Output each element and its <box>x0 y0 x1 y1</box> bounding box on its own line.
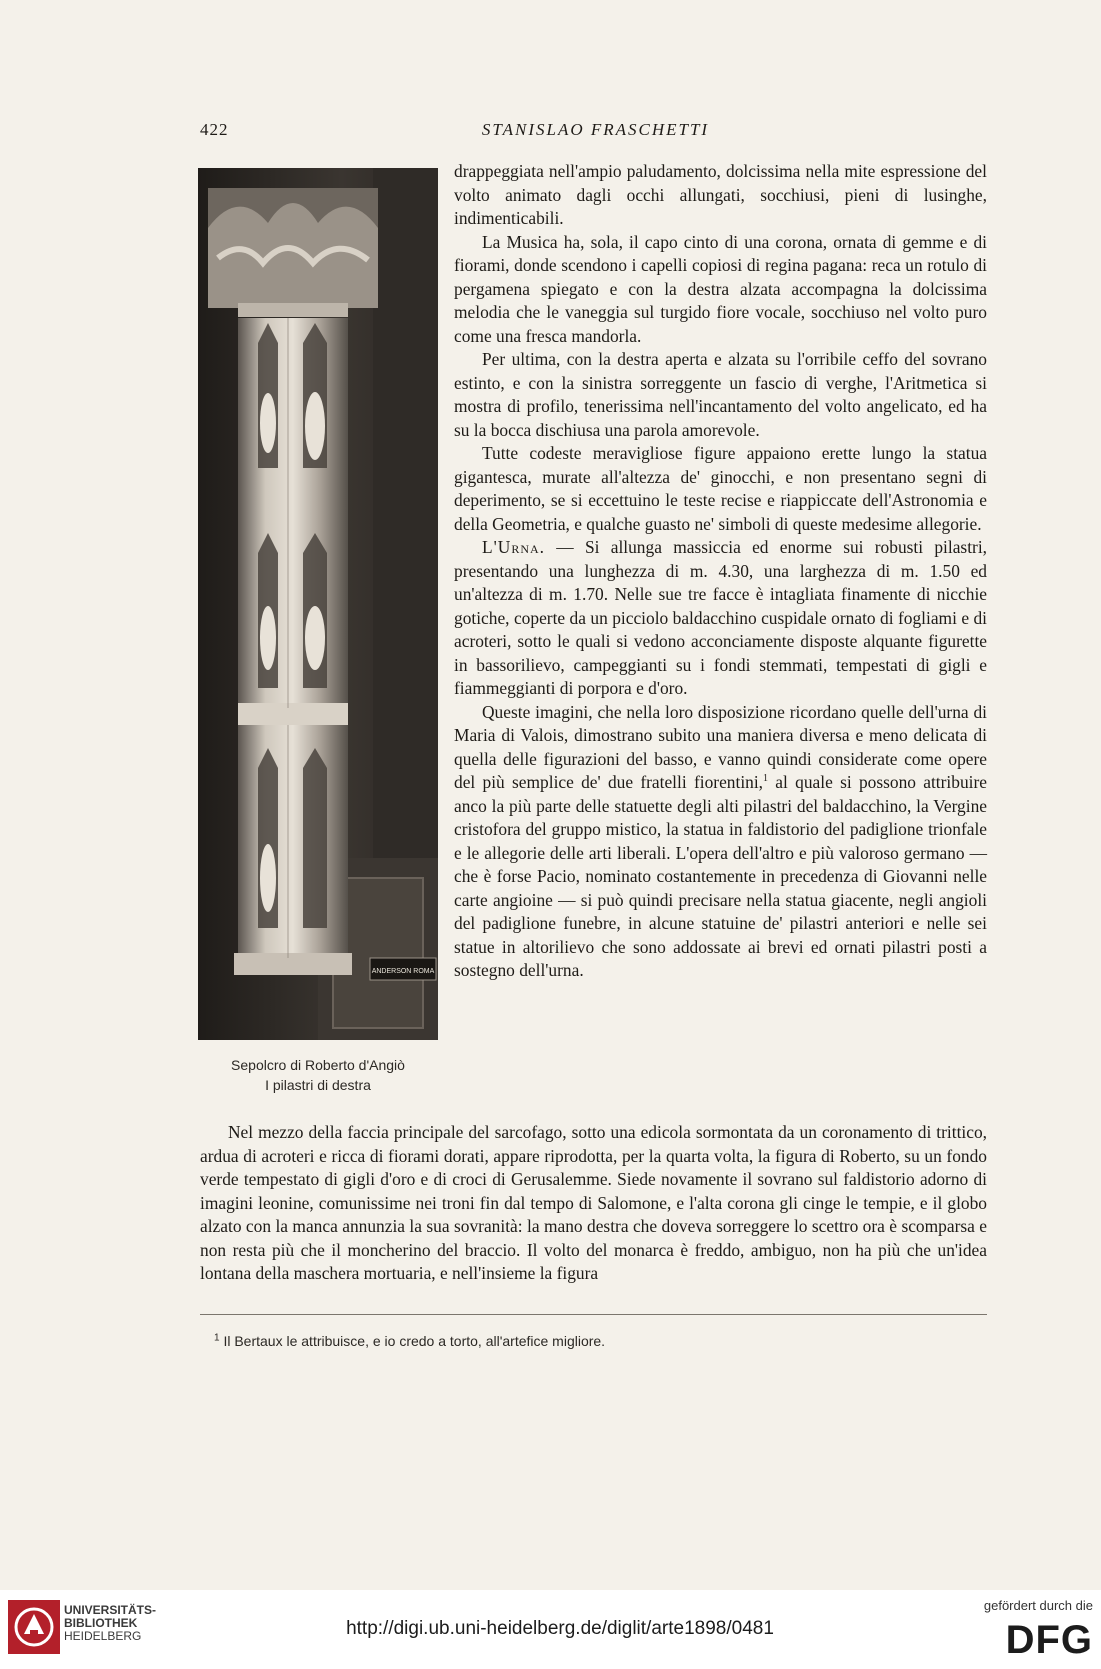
paragraph-nel-mezzo: Nel mezzo della faccia principale del sarcofago, sotto una edicola sormontata da un coronamento di trittico, ardua di acroteri e ricca di fiorami dorati, appare riprodotta, per la quarta volta, la figura di Roberto, su un fondo verde tempestato di gigli d'oro e di croci di Gerusalemme. Siede novamente il sovrano sul faldistorio adorno di imagini leonine, comunissime nei troni fin dal tempo di Salomone, e l'alta corona gli cinge le tempie, e il globo alzato con la manca annunzia la sua sovranità: la mano destra che doveva sorreggere lo scettro ora è scomparsa e non resta più che il moncherino del braccio. Il volto del monarca è freddo, ambiguo, non ha più che un'idea lontana della maschera mortuaria, e nell'insieme la figura <box>200 1122 987 1283</box>
page-header <box>200 120 991 144</box>
running-title: STANISLAO FRASCHETTI <box>481 120 710 139</box>
paragraph-aritmetica: Per ultima, con la destra aperta e alzata su l'orribile ceffo del sovrano estinto, e con la sinistra sorreggente un fascio di verghe, l'Aritmetica si mostra di profilo, tenerissima nell'incantamento del volto angelicato, ed ha su la bocca dischiusa una parola amorevole. <box>454 349 987 440</box>
caption-line-1: Sepolcro di Roberto d'Angiò <box>231 1057 405 1073</box>
figure-photo-pillar <box>198 168 438 1040</box>
footnote-divider <box>200 1314 987 1315</box>
footnote-text: Il Bertaux le attribuisce, e io credo a torto, all'artefice migliore. <box>219 1333 606 1349</box>
queste-text-after: al quale si possono attribuire anco la più parte delle statuette degli alti pilastri del baldacchino, la Vergine cristofora del gruppo mistico, la statua in faldistorio del padiglione trionfale e le allegorie delle arti liberali. L'opera dell'altro e più valoroso germano — che è forse Pacio, nominato costantemente in precedenza di Giovanni nelle carte angioine — si può quindi precisare nella statua giacente, negli angioli del padiglione funebre, in alcune statuine de' pilastri anteriori e nelle sei statue in altorilievo che sono addossate ai brevi ed ornati pilastri posti a sostegno dell'urna. <box>454 772 987 980</box>
queste-text-before: Queste imagini, che nella loro disposizione ricordano quelle dell'urna di Maria di Valois, dimostrano subito una maniera diversa e meno delicata di quella delle figurazioni del basso, e vanno quindi considerate come opere del più semplice de' due fratelli fiorentini, <box>454 701 987 792</box>
photo-credit: ANDERSON ROMA <box>371 968 435 975</box>
text-column-wide <box>200 1121 987 1286</box>
footnote-reference[interactable]: 1 <box>763 773 769 785</box>
caption-line-2: I pilastri di destra <box>265 1077 371 1093</box>
figure-caption <box>198 1055 438 1095</box>
permalink-url[interactable]: http://digi.ub.uni-heidelberg.de/diglit/arte1898/0481 <box>346 1618 774 1639</box>
paragraph-musica: La Musica ha, sola, il capo cinto di una corona, ornata di gemme e di fiorami, donde scendono i capelli copiosi di regina pagana: reca un rotulo di pergamena spiegato e con la destra alzata accompagna la dolcissima melodia che le vaneggia sul turgido fiore vocale, socchiuso nel volto puro come una fresca mandorla. <box>454 231 987 346</box>
digitization-footer <box>0 1590 1101 1669</box>
library-name-line-3: HEIDELBERG <box>64 1629 142 1643</box>
funding-note: gefördert durch die <box>983 1598 1093 1613</box>
paragraph-continued: drappeggiata nell'ampio paludamento, dolcissima nella mite espressione del volto animato dagli occhi allungati, socchiusi, pieni di lusinghe, indimenticabili. <box>454 161 987 228</box>
footnote <box>214 1332 987 1350</box>
paragraph-queste-imagini <box>454 701 987 983</box>
library-name-line-2: BIBLIOTHEK <box>64 1616 138 1630</box>
paragraph-urna <box>454 536 987 701</box>
library-name <box>64 1604 156 1643</box>
pillar-photo-illustration <box>198 168 438 1040</box>
page-number: 422 <box>200 120 229 139</box>
dfg-logo[interactable]: DFG <box>1005 1618 1093 1662</box>
library-name-line-1: UNIVERSITÄTS- <box>64 1603 157 1617</box>
text-column-narrow <box>454 160 987 983</box>
section-heading-urna: L'Urna. <box>482 537 545 557</box>
urna-text: — Si allunga massiccia ed enorme sui robusti pilastri, presentando una lunghezza di m. 4.30, una larghezza di m. 1.50 ed un'altezza di m. 1.70. Nelle sue tre facce è intagliata finamente di nicchie gotiche, coperte da un picciolo baldacchino cuspidale ornato di fogliami e di acroteri, sotto le quali si vedono acconciamente disposte alquante figurette in bassorilievo, campeggianti su i fondi stemmati, tempestati di gigli e fiammeggianti di porpora e d'oro. <box>454 537 987 698</box>
footnote-marker: 1 <box>214 1332 220 1344</box>
paragraph-figure-erette: Tutte codeste meravigliose figure appaiono erette lungo la statua gigantesca, murate all'altezza de' ginocchi, e non presentano segni di deperimento, se si eccettuino le teste recise e riappiccate dell'Astronomia e della Geometria, e qualche guasto ne' simboli di queste medesime allegorie. <box>454 443 987 534</box>
university-library-seal-icon[interactable] <box>8 1600 60 1654</box>
